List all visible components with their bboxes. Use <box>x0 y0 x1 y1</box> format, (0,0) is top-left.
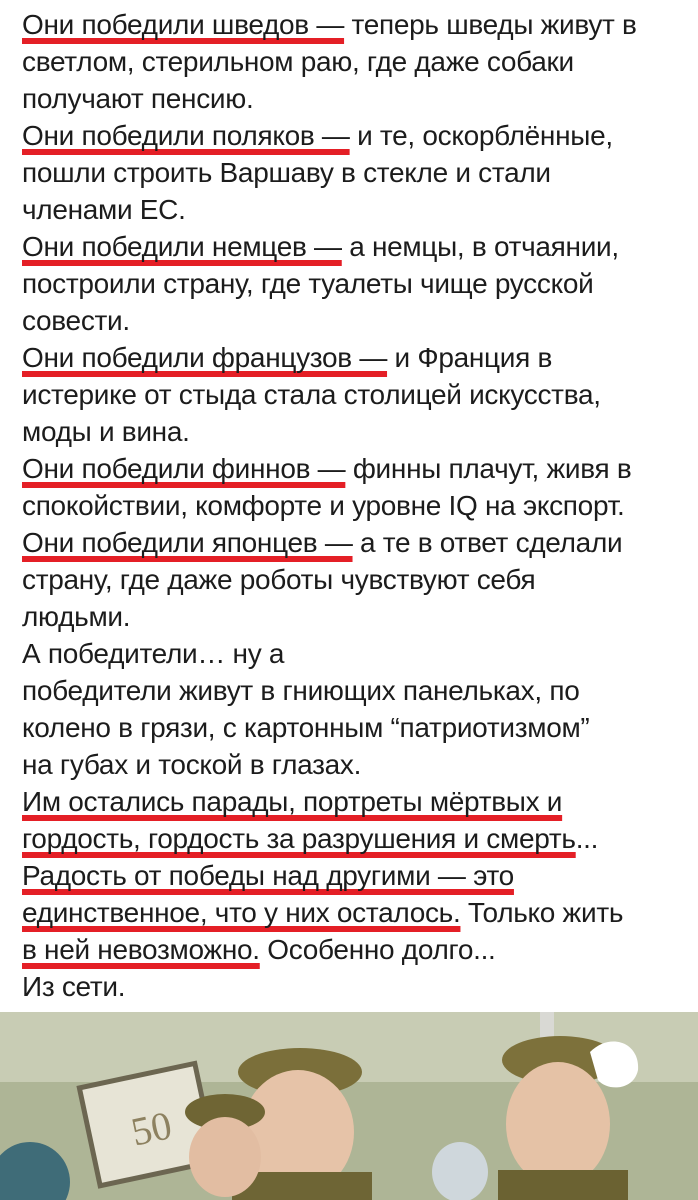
plain-phrase: победители живут в гниющих панельках, по <box>22 675 580 706</box>
plain-phrase: построили страну, где туалеты чище русской <box>22 268 594 299</box>
text-line <box>22 228 692 265</box>
plain-phrase: пошли строить Варшаву в стекле и стали <box>22 157 551 188</box>
text-line <box>22 709 692 746</box>
plain-phrase: финны плачут, живя в <box>345 453 632 484</box>
text-line <box>22 783 692 820</box>
background-figure <box>432 1142 488 1200</box>
plain-phrase: моды и вина. <box>22 416 190 447</box>
plain-phrase: ... <box>575 823 599 854</box>
plain-phrase: истерике от стыда стала столицей искусства, <box>22 379 601 410</box>
text-line <box>22 968 692 1005</box>
parade-children-image <box>0 1012 698 1200</box>
plain-phrase: на губах и тоской в глазах. <box>22 749 362 780</box>
text-line <box>22 820 692 857</box>
text-line <box>22 265 692 302</box>
plain-phrase: а немцы, в отчаянии, <box>341 231 619 262</box>
text-line <box>22 191 692 228</box>
underlined-phrase: в ней невозможно. <box>22 934 260 965</box>
text-line <box>22 487 692 524</box>
plain-phrase: теперь шведы живут в <box>344 9 637 40</box>
plain-phrase: Особенно долго... <box>259 934 496 965</box>
plain-phrase: светлом, стерильном раю, где даже собаки <box>22 46 574 77</box>
text-line <box>22 857 692 894</box>
underlined-phrase: Они победили японцев — <box>22 527 353 558</box>
text-line <box>22 413 692 450</box>
plain-phrase: а те в ответ сделали <box>352 527 623 558</box>
text-line <box>22 339 692 376</box>
child-small <box>185 1094 265 1197</box>
underlined-phrase: Они победили поляков — <box>22 120 350 151</box>
underlined-phrase: гордость, гордость за разрушения и смерть <box>22 823 576 854</box>
plain-phrase: Только жить <box>460 897 624 928</box>
plain-phrase: и те, оскорблённые, <box>349 120 613 151</box>
text-line <box>22 80 692 117</box>
text-line <box>22 302 692 339</box>
text-line <box>22 931 692 968</box>
attached-photo[interactable] <box>0 1012 698 1200</box>
sign-number: 50 <box>127 1102 176 1155</box>
underlined-phrase: единственное, что у них осталось. <box>22 897 461 928</box>
underlined-phrase: Они победили шведов — <box>22 9 345 40</box>
plain-phrase: спокойствии, комфорте и уровне IQ на экспорт. <box>22 490 625 521</box>
plain-phrase: членами ЕС. <box>22 194 186 225</box>
underlined-phrase: Им остались парады, портреты мёртвых и <box>22 786 563 817</box>
plain-phrase: Из сети. <box>22 971 126 1002</box>
underlined-phrase: Они победили финнов — <box>22 453 346 484</box>
text-line <box>22 746 692 783</box>
text-line <box>22 672 692 709</box>
text-line <box>22 154 692 191</box>
text-line <box>22 524 692 561</box>
post-text <box>22 0 692 1005</box>
text-line <box>22 561 692 598</box>
plain-phrase: людьми. <box>22 601 131 632</box>
text-line <box>22 635 692 672</box>
plain-phrase: страну, где даже роботы чувствуют себя <box>22 564 536 595</box>
underlined-phrase: Радость от победы над другими — это <box>22 860 514 891</box>
plain-phrase: совести. <box>22 305 130 336</box>
text-line <box>22 43 692 80</box>
text-line <box>22 117 692 154</box>
text-line <box>22 450 692 487</box>
text-line <box>22 376 692 413</box>
plain-phrase: и Франция в <box>387 342 553 373</box>
underlined-phrase: Они победили французов — <box>22 342 388 373</box>
text-line <box>22 0 692 43</box>
plain-phrase: А победители… ну а <box>22 638 285 669</box>
text-line <box>22 598 692 635</box>
plain-phrase: получают пенсию. <box>22 83 254 114</box>
underlined-phrase: Они победили немцев — <box>22 231 342 262</box>
plain-phrase: колено в грязи, с картонным “патриотизмом” <box>22 712 590 743</box>
text-line <box>22 894 692 931</box>
